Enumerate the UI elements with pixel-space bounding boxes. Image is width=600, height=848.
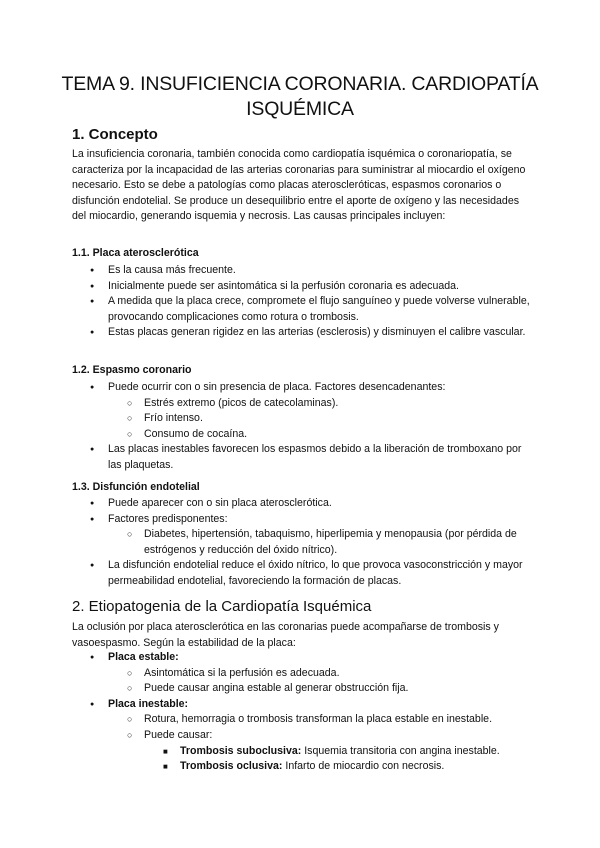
list-item: ● Estas placas generan rigidez en las arterias (esclerosis) y disminuyen el calibre vascular. bbox=[72, 325, 534, 341]
section-2-heading: 2. Etiopatogenia de la Cardiopatía Isquémica bbox=[72, 598, 372, 615]
list-subsubitem bbox=[72, 744, 534, 760]
list-item: ● Puede aparecer con o sin placa aterosclerótica. bbox=[72, 496, 534, 512]
subsection-1-3-heading: 1.3. Disfunción endotelial bbox=[72, 481, 200, 493]
section-2-intro: La oclusión por placa aterosclerótica en las coronarias puede acompañarse de trombosis y vasoespasmo. Según la estabilidad de la placa: bbox=[72, 621, 499, 649]
list-item: ● Es la causa más frecuente. bbox=[72, 263, 534, 279]
page-title: TEMA 9. INSUFICIENCIA CORONARIA. CARDIOPATÍA ISQUÉMICA bbox=[61, 73, 539, 120]
list-subitem: ○ Puede causar angina estable al generar obstrucción fija. bbox=[72, 681, 534, 697]
section-1-intro: La insuficiencia coronaria, también conocida como cardiopatía isquémica o coronariopatía, se caracteriza por la incapacidad de las arterias coronarias para suministrar al miocardio el oxígeno necesario. Esto se debe a patologías como placas ateroscleróticas, espasmos coronarios o disfunción endotelial. Se produce un desequilibrio entre el aporte de oxígeno y las necesidades del miocardio, generando isquemia y necrosis. Las causas principales incluyen: bbox=[72, 148, 526, 223]
trombosis-oclusiva-text: Infarto de miocardio con necrosis. bbox=[282, 760, 445, 773]
list-item: ● Factores predisponentes: bbox=[72, 512, 534, 528]
list-item: ● Inicialmente puede ser asintomática si la perfusión coronaria es adecuada. bbox=[72, 279, 534, 295]
list-item-placa-inestable bbox=[72, 697, 534, 713]
list-subitem: ○ Rotura, hemorragia o trombosis transforman la placa estable en inestable. bbox=[72, 712, 534, 728]
list-item-placa-estable bbox=[72, 650, 534, 666]
list-subsubitem bbox=[72, 759, 534, 775]
list-subitem: ○ Asintomática si la perfusión es adecuada. bbox=[72, 666, 534, 682]
section-2-list bbox=[72, 650, 534, 775]
subsection-1-1-heading: 1.1. Placa aterosclerótica bbox=[72, 247, 199, 259]
list-item: ● A medida que la placa crece, compromete el flujo sanguíneo y puede volverse vulnerable, provocando complicaciones como rotura o trombosis. bbox=[72, 294, 534, 325]
trombosis-suboclusiva-text: Isquemia transitoria con angina inestable. bbox=[301, 744, 500, 757]
trombosis-suboclusiva-label: Trombosis suboclusiva: bbox=[180, 744, 302, 757]
subsection-1-1-list bbox=[72, 263, 534, 341]
list-item: ● La disfunción endotelial reduce el óxido nítrico, lo que provoca vasoconstricción y mayor permeabilidad endotelial, favoreciendo la formación de placas. bbox=[72, 558, 534, 589]
list-subitem: ○ Consumo de cocaína. bbox=[72, 427, 534, 443]
list-subitem: ○ Puede causar: bbox=[72, 728, 534, 744]
placa-estable-label: Placa estable: bbox=[108, 651, 179, 663]
list-item: ● Puede ocurrir con o sin presencia de placa. Factores desencadenantes: bbox=[72, 380, 534, 396]
list-item: ● Las placas inestables favorecen los espasmos debido a la liberación de tromboxano por las plaquetas. bbox=[72, 442, 534, 473]
section-1-heading: 1. Concepto bbox=[72, 126, 158, 143]
subsection-1-3-list bbox=[72, 496, 534, 590]
list-subitem: ○ Estrés extremo (picos de catecolaminas). bbox=[72, 396, 534, 412]
list-subitem: ○ Frío intenso. bbox=[72, 411, 534, 427]
subsection-1-2-list bbox=[72, 380, 534, 474]
placa-inestable-label: Placa inestable: bbox=[108, 697, 189, 710]
trombosis-oclusiva-label: Trombosis oclusiva: bbox=[180, 760, 283, 773]
subsection-1-2-heading: 1.2. Espasmo coronario bbox=[72, 364, 192, 376]
list-subitem: ○ Diabetes, hipertensión, tabaquismo, hiperlipemia y menopausia (por pérdida de estrógenos y reducción del óxido nítrico). bbox=[72, 527, 534, 558]
